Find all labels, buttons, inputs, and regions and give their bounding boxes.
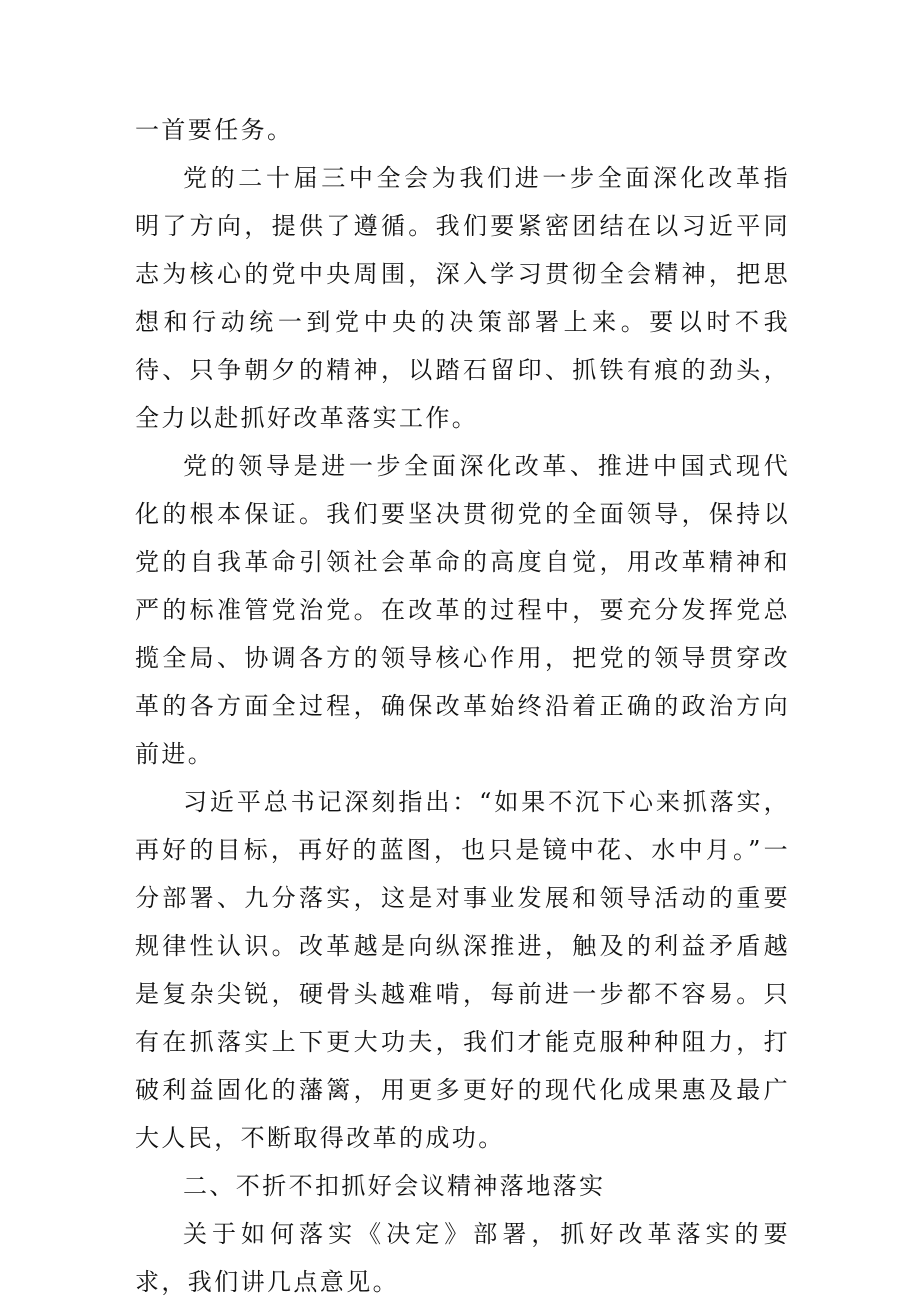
document-body: [135, 106, 790, 1306]
paragraph-implementation-quote: 习近平总书记深刻指出：“如果不沉下心来抓落实，再好的目标，再好的蓝图，也只是镜中花、水中月。”一分部署、九分落实，这是对事业发展和领导活动的重要规律性认识。改革越是向纵深推进，触及的利益矛盾越是复杂尖锐，硬骨头越难啃，每前进一步都不容易。只有在抓落实上下更大功夫，我们才能克服种种阻力，打破利益固化的藩篱，用更多更好的现代化成果惠及最广大人民，不断取得改革的成功。: [135, 788, 790, 1152]
paragraph-opinions: 关于如何落实《决定》部署，抓好改革落实的要求，我们讲几点意见。: [135, 1220, 790, 1296]
paragraph-continuation: 一首要任务。: [135, 116, 294, 144]
section-heading: 二、不折不扣抓好会议精神落地落实: [183, 1172, 606, 1200]
paragraph-plenary-session: 党的二十届三中全会为我们进一步全面深化改革指明了方向，提供了遵循。我们要紧密团结在以习近平同志为核心的党中央周围，深入学习贯彻全会精神，把思想和行动统一到党中央的决策部署上来。要以时不我待、只争朝夕的精神，以踏石留印、抓铁有痕的劲头，全力以赴抓好改革落实工作。: [135, 164, 790, 432]
paragraph-party-leadership: 党的领导是进一步全面深化改革、推进中国式现代化的根本保证。我们要坚决贯彻党的全面领导，保持以党的自我革命引领社会革命的高度自觉，用改革精神和严的标准管党治党。在改革的过程中，要充分发挥党总揽全局、协调各方的领导核心作用，把党的领导贯穿改革的各方面全过程，确保改革始终沿着正确的政治方向前进。: [135, 452, 790, 768]
